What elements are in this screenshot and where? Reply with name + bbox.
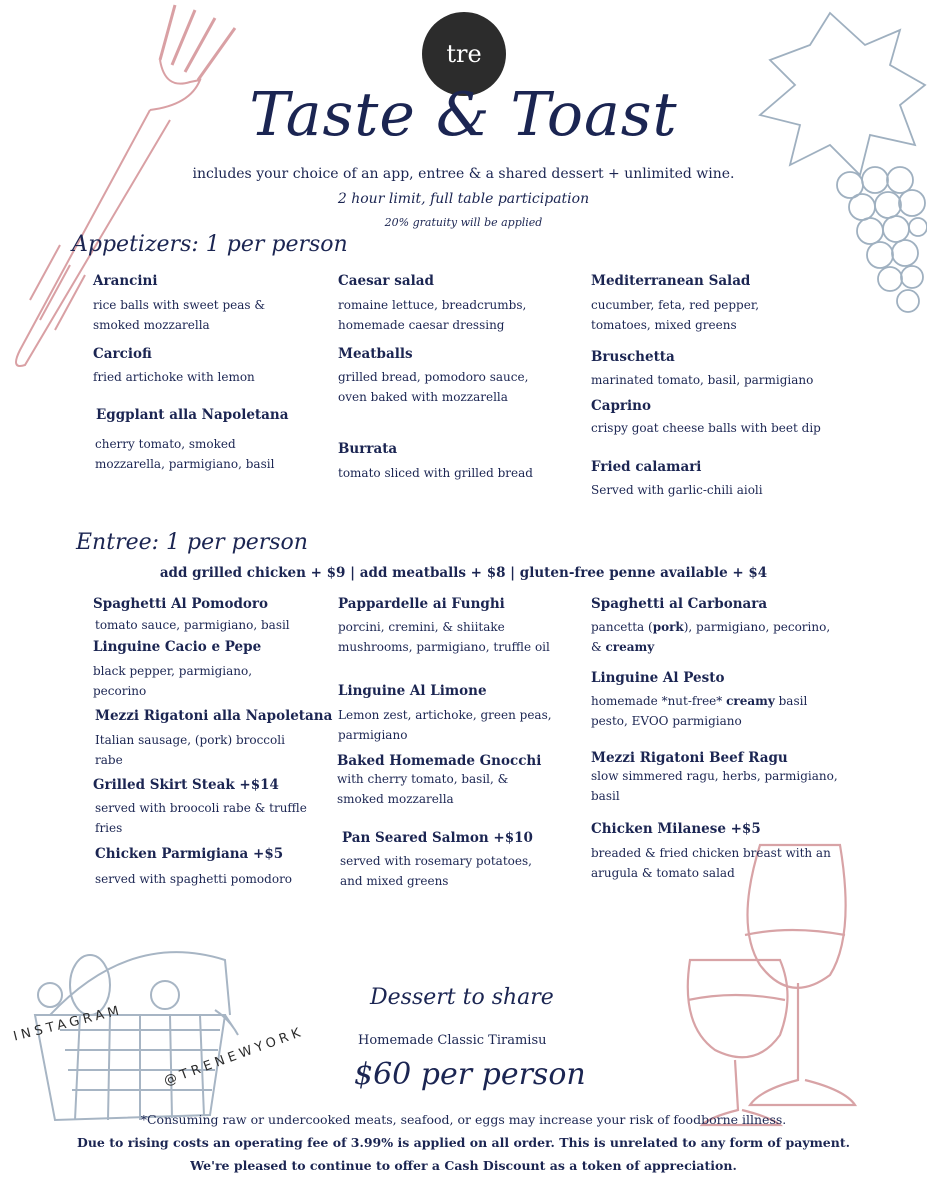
menu-item-name: Pappardelle ai Funghi: [338, 596, 505, 612]
menu-item-name: Carciofi: [93, 346, 152, 362]
menu-item-desc: tomato sauce, parmigiano, basil: [95, 618, 290, 632]
menu-item-name: Caprino: [591, 398, 651, 414]
menu-item-desc: black pepper, parmigiano, pecorino: [93, 664, 253, 698]
menu-item-name: Linguine Al Limone: [338, 683, 487, 699]
menu-item-desc: cucumber, feta, red pepper, tomatoes, mixed greens: [591, 298, 760, 332]
intro-line-2: 2 hour limit, full table participation: [337, 191, 590, 207]
menu-item-name: Linguine Al Pesto: [591, 670, 725, 686]
menu-item-name: Eggplant alla Napoletana: [96, 407, 289, 423]
menu-item-desc: Lemon zest, artichoke, green peas, parmigiano: [338, 708, 552, 742]
menu-item-name: Baked Homemade Gnocchi: [337, 753, 542, 769]
menu-item-desc: marinated tomato, basil, parmigiano: [591, 373, 814, 387]
entree-addons: add grilled chicken + $9 | add meatballs + $8 | gluten-free penne available + $4: [159, 565, 768, 581]
menu-item-name: Chicken Parmigiana +$5: [95, 846, 284, 862]
menu-item-desc: grilled bread, pomodoro sauce, oven baked with mozzarella: [338, 370, 529, 404]
menu-item-name: Fried calamari: [591, 459, 702, 475]
menu-item-name: Arancini: [93, 273, 158, 289]
menu-item-name: Spaghetti al Carbonara: [591, 596, 768, 612]
menu-item-name: Mediterranean Salad: [591, 273, 751, 289]
dessert-item: Homemade Classic Tiramisu: [358, 1033, 547, 1048]
menu-item-desc: pancetta (pork), parmigiano, pecorino, & creamy: [591, 620, 831, 654]
dessert-heading: Dessert to share: [370, 985, 554, 1010]
menu-item-name: Grilled Skirt Steak +$14: [93, 777, 279, 793]
menu-item-desc: cherry tomato, smoked mozzarella, parmigiano, basil: [95, 437, 275, 471]
appetizers-heading: Appetizers: 1 per person: [72, 232, 348, 257]
footer-cash-discount: We're pleased to continue to offer a Cash Discount as a token of appreciation.: [190, 1158, 737, 1173]
footer-fee-notice: Due to rising costs an operating fee of 3.99% is applied on all order. This is unrelated to any form of payment.: [77, 1135, 850, 1150]
menu-item-desc: romaine lettuce, breadcrumbs, homemade caesar dressing: [338, 298, 527, 332]
instagram-label: INSTAGRAM: [12, 1002, 125, 1045]
instagram-handle[interactable]: @TRENEWYORK: [162, 1024, 307, 1090]
brand-logo: tre: [422, 12, 506, 96]
intro-line-3: 20% gratuity will be applied: [384, 216, 543, 229]
menu-item-desc: Italian sausage, (pork) broccoli rabe: [95, 733, 285, 767]
intro-line-1: includes your choice of an app, entree & a shared dessert + unlimited wine.: [192, 166, 735, 182]
menu-item-name: Spaghetti Al Pomodoro: [93, 596, 269, 612]
menu-item-name: Mezzi Rigatoni Beef Ragu: [591, 750, 788, 766]
menu-item-desc: served with spaghetti pomodoro: [95, 872, 293, 886]
menu-item-desc: slow simmered ragu, herbs, parmigiano, basil: [591, 769, 838, 803]
menu-item-desc: tomato sliced with grilled bread: [338, 466, 533, 480]
menu-item-desc: served with broocoli rabe & truffle fries: [95, 801, 307, 835]
menu-item-name: Burrata: [338, 441, 398, 457]
footer-disclaimer: *Consuming raw or undercooked meats, seafood, or eggs may increase your risk of foodborne illness.: [140, 1112, 787, 1127]
menu-item-desc: with cherry tomato, basil, & smoked mozzarella: [337, 772, 509, 806]
menu-item-desc: homemade *nut-free* creamy basil pesto, EVOO parmigiano: [591, 694, 808, 728]
grapes-illustration: [750, 5, 927, 315]
menu-item-desc: rice balls with sweet peas & smoked mozzarella: [93, 298, 266, 332]
menu-title: Taste & Toast: [249, 80, 678, 150]
menu-item-desc: crispy goat cheese balls with beet dip: [591, 421, 821, 435]
menu-item-desc: breaded & fried chicken breast with an arugula & tomato salad: [591, 846, 831, 880]
menu-item-desc: fried artichoke with lemon: [93, 370, 255, 384]
menu-item-desc: porcini, cremini, & shiitake mushrooms, parmigiano, truffle oil: [338, 620, 550, 654]
menu-item-name: Linguine Cacio e Pepe: [93, 639, 262, 655]
menu-item-name: Caesar salad: [338, 273, 434, 289]
menu-item-name: Chicken Milanese +$5: [591, 821, 761, 837]
menu-item-name: Pan Seared Salmon +$10: [342, 830, 533, 846]
menu-item-name: Mezzi Rigatoni alla Napoletana: [95, 708, 333, 724]
price-per-person: $60 per person: [354, 1057, 586, 1092]
entree-heading: Entree: 1 per person: [76, 530, 308, 555]
menu-item-desc: served with rosemary potatoes, and mixed greens: [340, 854, 532, 888]
menu-item-name: Bruschetta: [591, 349, 675, 365]
menu-item-name: Meatballs: [338, 346, 413, 362]
menu-item-desc: Served with garlic-chili aioli: [591, 483, 763, 497]
